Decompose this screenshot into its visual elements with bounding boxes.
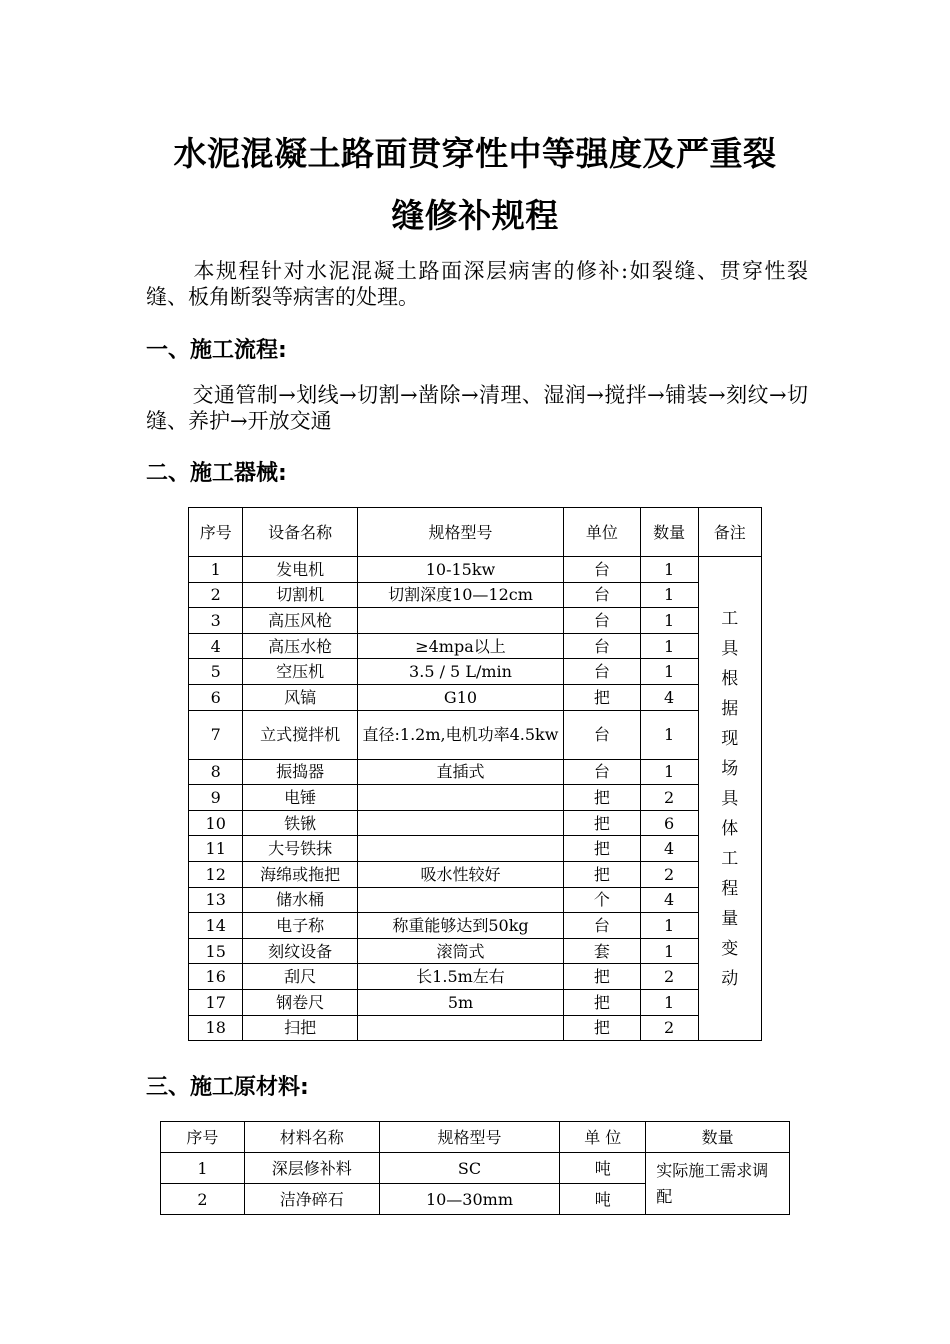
cell-equipment-name: 立式搅拌机: [243, 710, 357, 759]
table-row: [189, 989, 762, 1015]
cell-unit: 把: [564, 785, 641, 811]
table-row: [189, 887, 762, 913]
cell-equipment-name: 刻纹设备: [243, 938, 357, 964]
cell-quantity: 1: [640, 608, 698, 634]
cell-unit: 把: [564, 861, 641, 887]
cell-index: 8: [189, 759, 243, 785]
cell-index: 5: [189, 659, 243, 685]
cell-spec: 长1.5m左右: [357, 964, 563, 990]
cell-index: 12: [189, 861, 243, 887]
cell-quantity: 4: [640, 887, 698, 913]
table-row: [189, 964, 762, 990]
cell-index: 13: [189, 887, 243, 913]
cell-quantity: 1: [640, 557, 698, 583]
cell-index: 1: [161, 1153, 245, 1184]
cell-quantity: 1: [640, 913, 698, 939]
cell-equipment-name: 高压风枪: [243, 608, 357, 634]
cell-spec: 5m: [357, 989, 563, 1015]
cell-index: 14: [189, 913, 243, 939]
cell-equipment-name: 钢卷尺: [243, 989, 357, 1015]
document-title-line-2: 缝修补规程: [391, 196, 559, 235]
cell-unit: 吨: [560, 1153, 646, 1184]
table-row: [189, 684, 762, 710]
cell-quantity: 1: [640, 989, 698, 1015]
cell-equipment-name: 铁锹: [243, 810, 357, 836]
cell-spec: [357, 1015, 563, 1041]
cell-unit: 把: [564, 836, 641, 862]
section-heading-materials: 三、施工原材料:: [146, 1075, 309, 1100]
equipment-table: [188, 507, 762, 1041]
process-paragraph: [146, 382, 808, 434]
cell-equipment-name: 电子称: [243, 913, 357, 939]
cell-spec: 切割深度10—12cm: [357, 582, 563, 608]
quantity-note-cell: 实际施工需求调配: [646, 1153, 790, 1215]
cell-unit: 台: [564, 759, 641, 785]
cell-index: 9: [189, 785, 243, 811]
table-row: [189, 608, 762, 634]
table-row: [189, 938, 762, 964]
cell-spec: 10—30mm: [379, 1184, 560, 1215]
header-spec: 规格型号: [357, 508, 563, 557]
cell-equipment-name: 海绵或拖把: [243, 861, 357, 887]
cell-quantity: 1: [640, 659, 698, 685]
cell-quantity: 1: [640, 582, 698, 608]
cell-spec: [357, 810, 563, 836]
cell-spec: 3.5 / 5 L/min: [357, 659, 563, 685]
cell-equipment-name: 切割机: [243, 582, 357, 608]
cell-quantity: 2: [640, 1015, 698, 1041]
cell-index: 15: [189, 938, 243, 964]
materials-table-header: [161, 1122, 790, 1153]
section-heading-process: 一、施工流程:: [146, 338, 287, 363]
cell-quantity: 1: [640, 710, 698, 759]
table-row: [189, 1015, 762, 1041]
cell-equipment-name: 储水桶: [243, 887, 357, 913]
cell-spec: 直插式: [357, 759, 563, 785]
intro-paragraph: [146, 258, 808, 310]
table-row: [189, 785, 762, 811]
header-spec: 规格型号: [379, 1122, 560, 1153]
table-row: [189, 633, 762, 659]
cell-quantity: 6: [640, 810, 698, 836]
table-row: [189, 659, 762, 685]
cell-spec: [357, 836, 563, 862]
header-quantity: 数量: [640, 508, 698, 557]
cell-unit: 台: [564, 557, 641, 583]
header-quantity: 数量: [646, 1122, 790, 1153]
cell-equipment-name: 大号铁抹: [243, 836, 357, 862]
cell-equipment-name: 扫把: [243, 1015, 357, 1041]
cell-quantity: 2: [640, 964, 698, 990]
cell-quantity: 1: [640, 633, 698, 659]
cell-index: 6: [189, 684, 243, 710]
cell-unit: 把: [564, 810, 641, 836]
cell-unit: 台: [564, 608, 641, 634]
cell-index: 4: [189, 633, 243, 659]
cell-unit: 台: [564, 633, 641, 659]
cell-equipment-name: 空压机: [243, 659, 357, 685]
table-row: [189, 759, 762, 785]
remarks-note: 工具根据现场具体工程量变动: [721, 608, 739, 989]
cell-equipment-name: 刮尺: [243, 964, 357, 990]
cell-unit: 把: [564, 1015, 641, 1041]
cell-index: 2: [189, 582, 243, 608]
cell-spec: G10: [357, 684, 563, 710]
cell-unit: 台: [564, 659, 641, 685]
cell-index: 10: [189, 810, 243, 836]
cell-index: 11: [189, 836, 243, 862]
cell-unit: 套: [564, 938, 641, 964]
table-row: [189, 836, 762, 862]
cell-index: 17: [189, 989, 243, 1015]
cell-unit: 把: [564, 684, 641, 710]
header-index: 序号: [161, 1122, 245, 1153]
process-text: 交通管制→划线→切割→凿除→清理、湿润→搅拌→铺装→刻纹→切缝、养护→开放交通: [146, 383, 808, 433]
cell-equipment-name: 发电机: [243, 557, 357, 583]
cell-equipment-name: 风镐: [243, 684, 357, 710]
cell-quantity: 4: [640, 836, 698, 862]
header-unit: 单位: [564, 508, 641, 557]
cell-quantity: 1: [640, 938, 698, 964]
cell-quantity: 2: [640, 861, 698, 887]
cell-index: 16: [189, 964, 243, 990]
intro-text: 本规程针对水泥混凝土路面深层病害的修补:如裂缝、贯穿性裂缝、板角断裂等病害的处理。: [146, 259, 808, 309]
cell-spec: [357, 608, 563, 634]
cell-index: 18: [189, 1015, 243, 1041]
header-unit: 单 位: [560, 1122, 646, 1153]
table-row: [189, 810, 762, 836]
cell-quantity: 1: [640, 759, 698, 785]
cell-spec: 10-15kw: [357, 557, 563, 583]
cell-unit: 把: [564, 989, 641, 1015]
table-row: [189, 582, 762, 608]
cell-unit: 吨: [560, 1184, 646, 1215]
cell-spec: ≥4mpa以上: [357, 633, 563, 659]
remarks-cell: [698, 557, 762, 1041]
table-row: [189, 861, 762, 887]
cell-spec: [357, 887, 563, 913]
header-material-name: 材料名称: [244, 1122, 379, 1153]
cell-index: 1: [189, 557, 243, 583]
section-heading-equipment: 二、施工器械:: [146, 461, 287, 486]
document-title-line-1: 水泥混凝土路面贯穿性中等强度及严重裂: [173, 134, 777, 173]
cell-spec: 直径:1.2m,电机功率4.5kw: [357, 710, 563, 759]
header-index: 序号: [189, 508, 243, 557]
cell-index: 2: [161, 1184, 245, 1215]
cell-unit: 台: [564, 710, 641, 759]
cell-spec: 吸水性较好: [357, 861, 563, 887]
table-row: [189, 557, 762, 583]
cell-spec: [357, 785, 563, 811]
cell-quantity: 2: [640, 785, 698, 811]
cell-index: 7: [189, 710, 243, 759]
cell-spec: 滚筒式: [357, 938, 563, 964]
cell-unit: 台: [564, 913, 641, 939]
cell-material-name: 深层修补料: [244, 1153, 379, 1184]
table-row: [161, 1153, 790, 1184]
cell-unit: 把: [564, 964, 641, 990]
header-remarks: 备注: [698, 508, 762, 557]
cell-equipment-name: 高压水枪: [243, 633, 357, 659]
cell-spec: 称重能够达到50kg: [357, 913, 563, 939]
materials-table: [160, 1121, 790, 1215]
cell-quantity: 4: [640, 684, 698, 710]
header-equipment-name: 设备名称: [243, 508, 357, 557]
cell-unit: 台: [564, 582, 641, 608]
cell-spec: SC: [379, 1153, 560, 1184]
cell-unit: 个: [564, 887, 641, 913]
cell-equipment-name: 电锤: [243, 785, 357, 811]
equipment-table-header: [189, 508, 762, 557]
cell-equipment-name: 振捣器: [243, 759, 357, 785]
cell-material-name: 洁净碎石: [244, 1184, 379, 1215]
cell-index: 3: [189, 608, 243, 634]
table-row: [189, 710, 762, 759]
table-row: [189, 913, 762, 939]
